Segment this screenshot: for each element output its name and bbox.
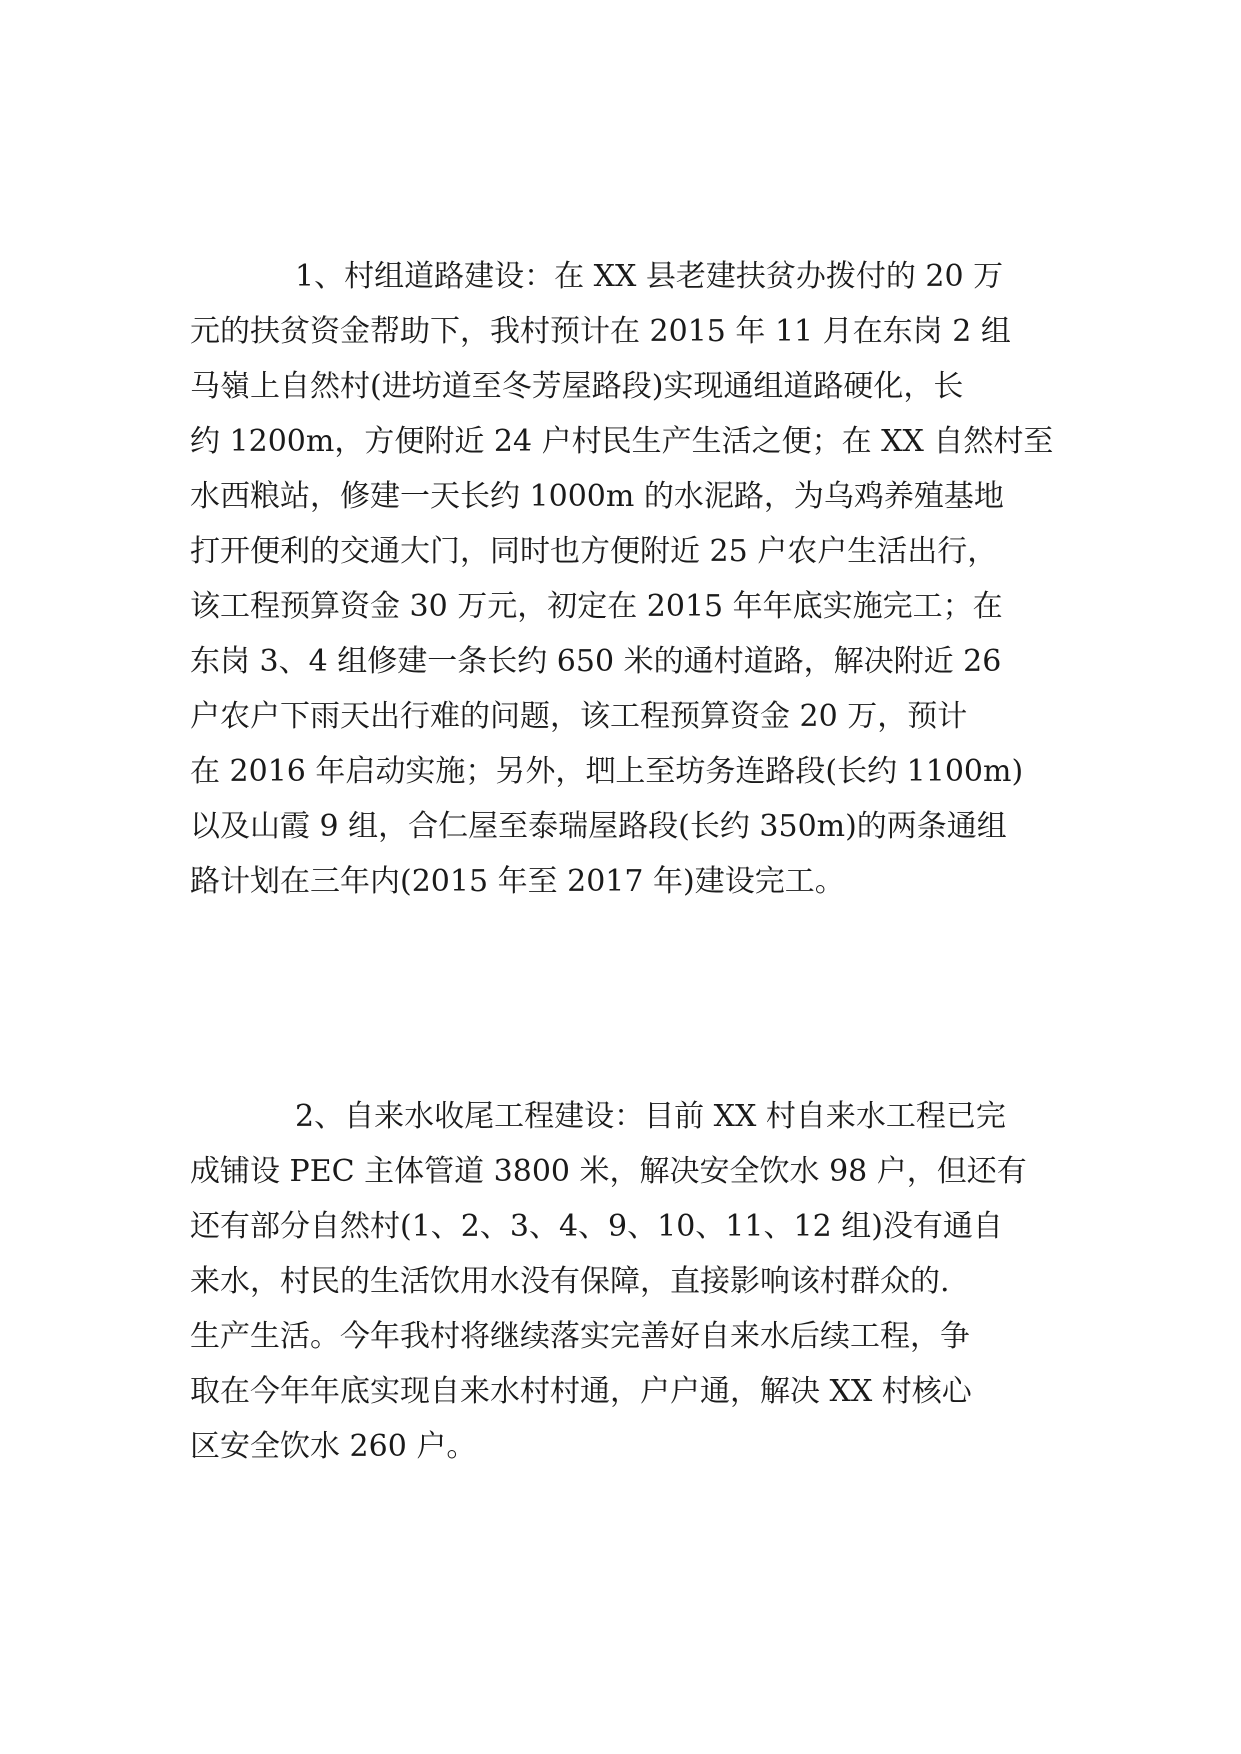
- paragraph-line: 区安全饮水 260 户。: [190, 1429, 477, 1464]
- paragraph-line: 还有部分自然村(1、2、3、4、9、10、11、12 组)没有通自: [190, 1209, 1003, 1244]
- paragraph-line: 取在今年年底实现自来水村村通，户户通，解决 XX 村核心: [190, 1374, 972, 1409]
- paragraph-line: 户农户下雨天出行难的问题，该工程预算资金 20 万，预计: [190, 699, 968, 734]
- paragraph-line: 该工程预算资金 30 万元，初定在 2015 年年底实施完工；在: [190, 589, 1003, 624]
- paragraph-line: 以及山霞 9 组，合仁屋至泰瑞屋路段(长约 350m)的两条通组: [190, 809, 1007, 844]
- paragraph-line: 生产生活。今年我村将继续落实完善好自来水后续工程，争: [190, 1319, 970, 1354]
- paragraph-line: 马嶺上自然村(进坊道至冬芳屋路段)实现通组道路硬化，长: [190, 369, 964, 404]
- paragraph-line: 成铺设 PEC 主体管道 3800 米，解决安全饮水 98 户，但还有: [190, 1154, 1027, 1189]
- paragraph-line: 2、自来水收尾工程建设：目前 XX 村自来水工程已完: [295, 1099, 1006, 1134]
- paragraph-line: 打开便利的交通大门，同时也方便附近 25 户农户生活出行，: [190, 534, 998, 569]
- paragraph-line: 在 2016 年启动实施；另外，垇上至坊务连路段(长约 1100m): [190, 754, 1024, 789]
- paragraph-line: 1、村组道路建设：在 XX 县老建扶贫办拨付的 20 万: [295, 259, 1004, 294]
- paragraph-line: 元的扶贫资金帮助下，我村预计在 2015 年 11 月在东岗 2 组: [190, 314, 1011, 349]
- paragraph-line: 路计划在三年内(2015 年至 2017 年)建设完工。: [190, 864, 845, 899]
- paragraph-line: 水西粮站，修建一天长约 1000m 的水泥路，为乌鸡养殖基地: [190, 479, 1004, 514]
- paragraph-water-supply: [190, 1089, 1050, 1474]
- paragraph-line: 东岗 3、4 组修建一条长约 650 米的通村道路，解决附近 26: [190, 644, 1002, 679]
- paragraph-line: 来水，村民的生活饮用水没有保障，直接影响该村群众的.: [190, 1264, 950, 1299]
- paragraph-line: 约 1200m，方便附近 24 户村民生产生活之便；在 XX 自然村至: [190, 424, 1054, 459]
- paragraph-road-construction: [190, 249, 1054, 909]
